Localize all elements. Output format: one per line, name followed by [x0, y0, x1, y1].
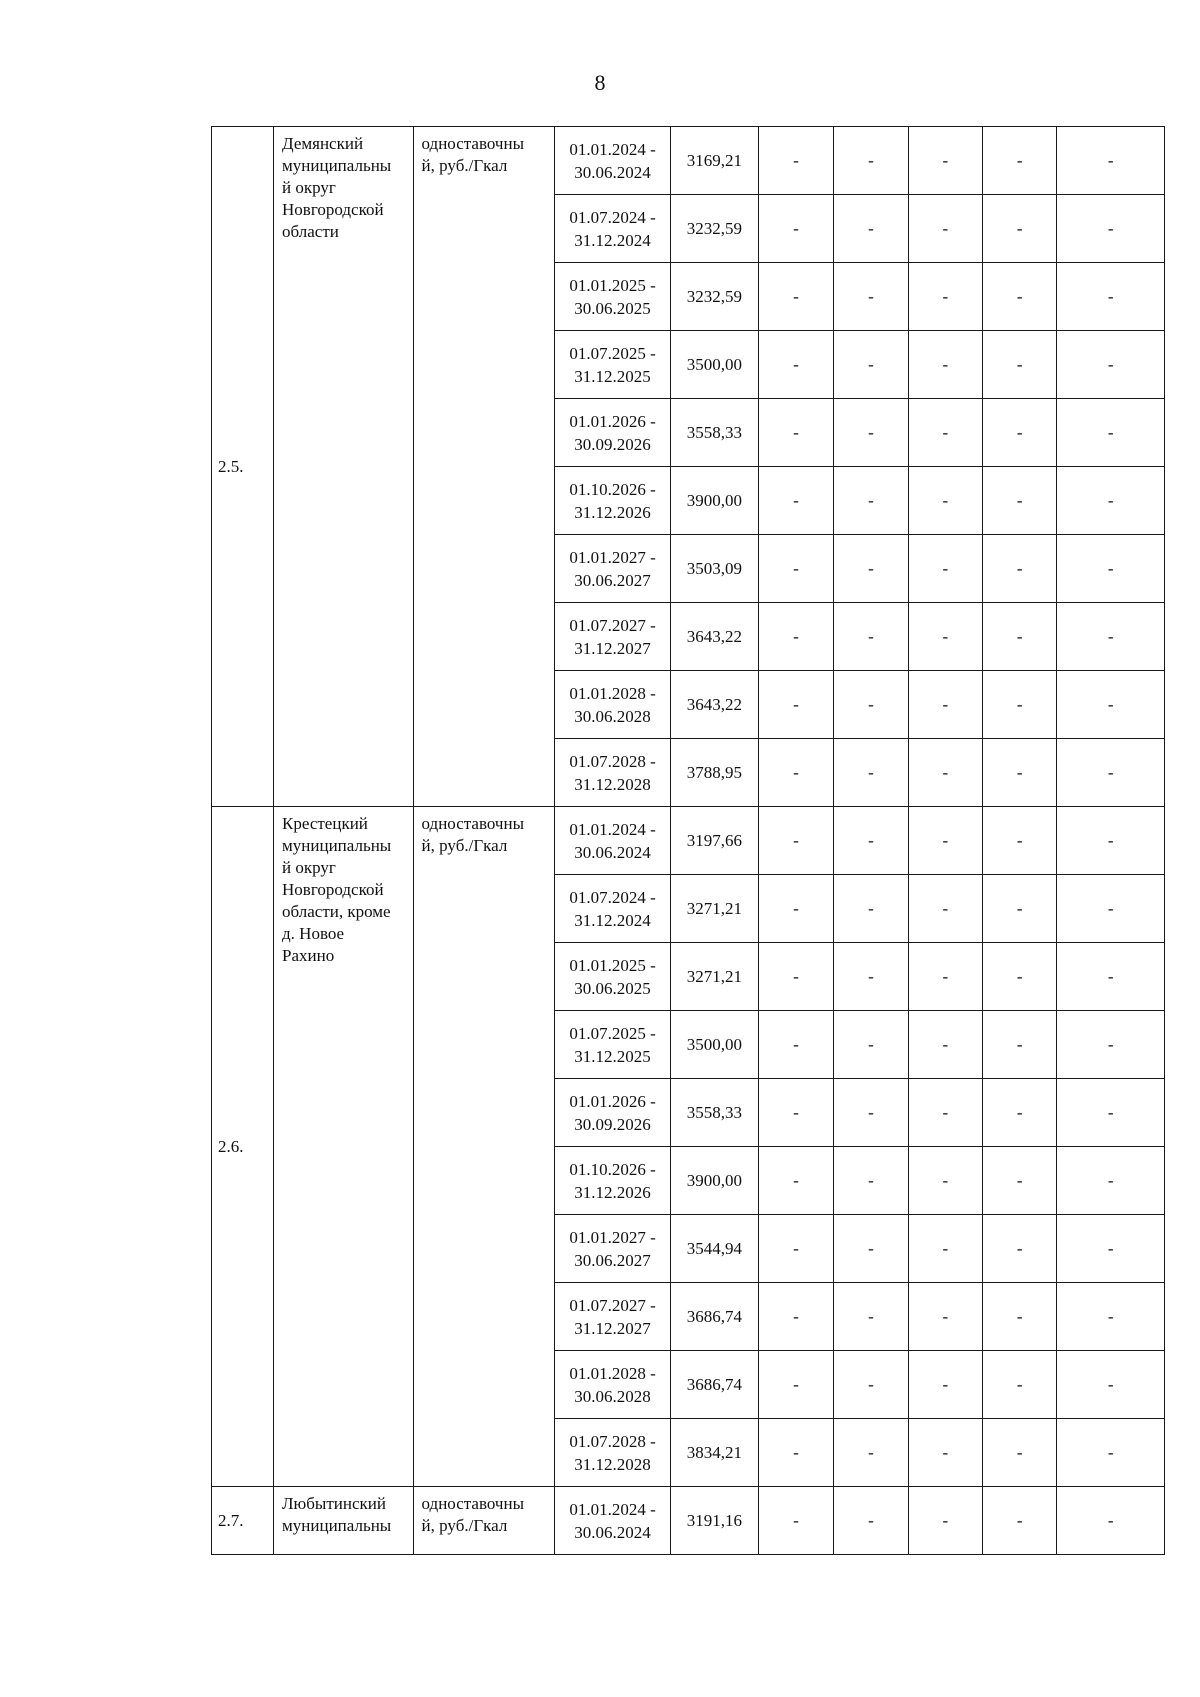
region-name-line: муниципальны: [282, 156, 392, 175]
region-cell: [274, 127, 414, 807]
empty-value-cell: -: [1057, 1215, 1165, 1283]
period-cell: [555, 263, 671, 331]
empty-value-cell: -: [908, 875, 982, 943]
period-end: 30.09.2026: [574, 434, 651, 454]
empty-value-cell: -: [908, 1351, 982, 1419]
empty-value-cell: -: [983, 1283, 1057, 1351]
period-end: 31.12.2026: [574, 502, 651, 522]
period-start: 01.07.2027 -: [569, 615, 656, 635]
tariff-unit-line: одноставочны: [421, 1494, 524, 1513]
empty-value-cell: -: [908, 671, 982, 739]
period-cell: [555, 875, 671, 943]
period-cell: [555, 1351, 671, 1419]
empty-value-cell: -: [758, 1419, 833, 1487]
period-end: 31.12.2024: [574, 910, 651, 930]
empty-value-cell: -: [834, 467, 908, 535]
period-end: 31.12.2028: [574, 774, 651, 794]
region-name-line: муниципальны: [282, 1516, 392, 1535]
tariff-value: 3544,94: [670, 1215, 758, 1283]
empty-value-cell: -: [908, 943, 982, 1011]
empty-value-cell: -: [908, 263, 982, 331]
period-cell: [555, 331, 671, 399]
region-name-line: Демянский: [282, 134, 364, 153]
tariff-unit-line: одноставочны: [421, 134, 524, 153]
empty-value-cell: -: [983, 1351, 1057, 1419]
empty-value-cell: -: [983, 1487, 1057, 1555]
empty-value-cell: -: [758, 1215, 833, 1283]
empty-value-cell: -: [983, 535, 1057, 603]
tariff-value: 3271,21: [670, 943, 758, 1011]
empty-value-cell: -: [1057, 1079, 1165, 1147]
period-cell: [555, 1147, 671, 1215]
empty-value-cell: -: [908, 1215, 982, 1283]
period-end: 31.12.2028: [574, 1454, 651, 1474]
region-name-line: муниципальны: [282, 836, 392, 855]
empty-value-cell: -: [834, 263, 908, 331]
tariff-value: 3558,33: [670, 399, 758, 467]
empty-value-cell: -: [908, 535, 982, 603]
empty-value-cell: -: [1057, 399, 1165, 467]
empty-value-cell: -: [834, 671, 908, 739]
empty-value-cell: -: [834, 1283, 908, 1351]
empty-value-cell: -: [908, 1419, 982, 1487]
empty-value-cell: -: [758, 671, 833, 739]
region-name-line: Крестецкий: [282, 814, 368, 833]
empty-value-cell: -: [908, 1147, 982, 1215]
empty-value-cell: -: [834, 1011, 908, 1079]
empty-value-cell: -: [908, 127, 982, 195]
tariff-unit-line: й, руб./Гкал: [421, 1516, 508, 1535]
tariff-value: 3191,16: [670, 1487, 758, 1555]
empty-value-cell: -: [908, 807, 982, 875]
empty-value-cell: -: [758, 535, 833, 603]
empty-value-cell: -: [908, 1487, 982, 1555]
empty-value-cell: -: [834, 331, 908, 399]
period-cell: [555, 195, 671, 263]
empty-value-cell: -: [758, 467, 833, 535]
empty-value-cell: -: [758, 1011, 833, 1079]
empty-value-cell: -: [758, 943, 833, 1011]
tariff-unit-cell: [413, 807, 555, 1487]
period-cell: [555, 807, 671, 875]
period-end: 30.06.2024: [574, 1522, 651, 1542]
empty-value-cell: -: [758, 1487, 833, 1555]
empty-value-cell: -: [908, 603, 982, 671]
period-start: 01.01.2024 -: [569, 1499, 656, 1519]
region-name-line: Рахино: [282, 946, 335, 965]
empty-value-cell: -: [834, 535, 908, 603]
empty-value-cell: -: [1057, 1351, 1165, 1419]
period-cell: [555, 739, 671, 807]
region-name-line: области: [282, 222, 339, 241]
empty-value-cell: -: [908, 739, 982, 807]
region-name-line: Новгородской: [282, 880, 384, 899]
period-end: 30.06.2027: [574, 1250, 651, 1270]
tariff-value: 3197,66: [670, 807, 758, 875]
tariff-value: 3503,09: [670, 535, 758, 603]
region-name-line: й округ: [282, 178, 336, 197]
tariff-value: 3686,74: [670, 1351, 758, 1419]
period-cell: [555, 1419, 671, 1487]
empty-value-cell: -: [1057, 331, 1165, 399]
period-end: 30.06.2027: [574, 570, 651, 590]
empty-value-cell: -: [834, 1147, 908, 1215]
tariff-value: 3643,22: [670, 603, 758, 671]
region-cell: [274, 807, 414, 1487]
period-cell: [555, 399, 671, 467]
tariff-value: 3558,33: [670, 1079, 758, 1147]
period-start: 01.07.2027 -: [569, 1295, 656, 1315]
period-start: 01.07.2025 -: [569, 343, 656, 363]
empty-value-cell: -: [1057, 535, 1165, 603]
period-start: 01.07.2025 -: [569, 1023, 656, 1043]
table-row: [212, 127, 1165, 195]
empty-value-cell: -: [834, 739, 908, 807]
empty-value-cell: -: [1057, 1147, 1165, 1215]
empty-value-cell: -: [834, 807, 908, 875]
empty-value-cell: -: [908, 195, 982, 263]
item-number: 2.5.: [212, 127, 274, 807]
empty-value-cell: -: [908, 467, 982, 535]
tariff-unit-cell: [413, 127, 555, 807]
tariff-value: 3643,22: [670, 671, 758, 739]
period-cell: [555, 1487, 671, 1555]
empty-value-cell: -: [983, 331, 1057, 399]
empty-value-cell: -: [834, 399, 908, 467]
tariff-unit-cell: [413, 1487, 555, 1555]
empty-value-cell: -: [1057, 195, 1165, 263]
period-start: 01.07.2028 -: [569, 751, 656, 771]
period-start: 01.01.2024 -: [569, 139, 656, 159]
tariff-value: 3500,00: [670, 1011, 758, 1079]
period-start: 01.07.2024 -: [569, 887, 656, 907]
empty-value-cell: -: [1057, 603, 1165, 671]
region-name-line: области, кроме: [282, 902, 391, 921]
empty-value-cell: -: [1057, 875, 1165, 943]
period-cell: [555, 535, 671, 603]
empty-value-cell: -: [758, 1147, 833, 1215]
period-start: 01.01.2025 -: [569, 275, 656, 295]
empty-value-cell: -: [758, 1283, 833, 1351]
empty-value-cell: -: [1057, 739, 1165, 807]
empty-value-cell: -: [983, 263, 1057, 331]
empty-value-cell: -: [834, 603, 908, 671]
period-cell: [555, 127, 671, 195]
empty-value-cell: -: [908, 1283, 982, 1351]
empty-value-cell: -: [758, 739, 833, 807]
empty-value-cell: -: [983, 603, 1057, 671]
empty-value-cell: -: [834, 943, 908, 1011]
tariff-value: 3834,21: [670, 1419, 758, 1487]
period-end: 31.12.2027: [574, 1318, 651, 1338]
period-cell: [555, 1011, 671, 1079]
empty-value-cell: -: [1057, 467, 1165, 535]
tariff-value: 3686,74: [670, 1283, 758, 1351]
tariff-unit-line: одноставочны: [421, 814, 524, 833]
empty-value-cell: -: [758, 875, 833, 943]
tariff-table: [211, 126, 1165, 1555]
tariff-value: 3788,95: [670, 739, 758, 807]
empty-value-cell: -: [834, 1215, 908, 1283]
empty-value-cell: -: [758, 263, 833, 331]
tariff-value: 3232,59: [670, 195, 758, 263]
empty-value-cell: -: [1057, 127, 1165, 195]
empty-value-cell: -: [1057, 1487, 1165, 1555]
period-end: 30.06.2024: [574, 842, 651, 862]
table-row: [212, 807, 1165, 875]
period-end: 31.12.2025: [574, 366, 651, 386]
empty-value-cell: -: [1057, 943, 1165, 1011]
empty-value-cell: -: [1057, 263, 1165, 331]
empty-value-cell: -: [908, 1079, 982, 1147]
empty-value-cell: -: [908, 1011, 982, 1079]
tariff-value: 3900,00: [670, 1147, 758, 1215]
period-cell: [555, 467, 671, 535]
empty-value-cell: -: [834, 1487, 908, 1555]
period-end: 31.12.2024: [574, 230, 651, 250]
empty-value-cell: -: [1057, 671, 1165, 739]
page-number: 8: [594, 70, 606, 95]
tariff-value: 3500,00: [670, 331, 758, 399]
period-cell: [555, 671, 671, 739]
period-cell: [555, 603, 671, 671]
empty-value-cell: -: [983, 1147, 1057, 1215]
empty-value-cell: -: [983, 943, 1057, 1011]
empty-value-cell: -: [983, 399, 1057, 467]
empty-value-cell: -: [758, 127, 833, 195]
period-end: 30.09.2026: [574, 1114, 651, 1134]
empty-value-cell: -: [834, 1351, 908, 1419]
empty-value-cell: -: [908, 399, 982, 467]
period-cell: [555, 1079, 671, 1147]
tariff-value: 3271,21: [670, 875, 758, 943]
empty-value-cell: -: [1057, 1283, 1165, 1351]
empty-value-cell: -: [983, 1419, 1057, 1487]
tariff-value: 3169,21: [670, 127, 758, 195]
period-cell: [555, 1215, 671, 1283]
empty-value-cell: -: [983, 1215, 1057, 1283]
empty-value-cell: -: [983, 467, 1057, 535]
empty-value-cell: -: [758, 807, 833, 875]
period-start: 01.01.2026 -: [569, 1091, 656, 1111]
period-cell: [555, 1283, 671, 1351]
empty-value-cell: -: [983, 807, 1057, 875]
period-start: 01.10.2026 -: [569, 479, 656, 499]
empty-value-cell: -: [834, 127, 908, 195]
table-row: [212, 1487, 1165, 1555]
period-start: 01.07.2028 -: [569, 1431, 656, 1451]
empty-value-cell: -: [758, 331, 833, 399]
period-start: 01.01.2028 -: [569, 1363, 656, 1383]
period-end: 30.06.2025: [574, 298, 651, 318]
period-end: 30.06.2028: [574, 1386, 651, 1406]
period-end: 30.06.2028: [574, 706, 651, 726]
period-start: 01.01.2028 -: [569, 683, 656, 703]
period-end: 31.12.2027: [574, 638, 651, 658]
empty-value-cell: -: [983, 127, 1057, 195]
period-cell: [555, 943, 671, 1011]
item-number: 2.7.: [212, 1487, 274, 1555]
empty-value-cell: -: [758, 1079, 833, 1147]
region-name-line: й округ: [282, 858, 336, 877]
empty-value-cell: -: [758, 603, 833, 671]
empty-value-cell: -: [1057, 1011, 1165, 1079]
tariff-value: 3232,59: [670, 263, 758, 331]
item-number: 2.6.: [212, 807, 274, 1487]
empty-value-cell: -: [983, 1011, 1057, 1079]
empty-value-cell: -: [834, 1419, 908, 1487]
tariff-unit-line: й, руб./Гкал: [421, 156, 508, 175]
period-end: 31.12.2026: [574, 1182, 651, 1202]
empty-value-cell: -: [983, 671, 1057, 739]
period-end: 31.12.2025: [574, 1046, 651, 1066]
empty-value-cell: -: [834, 195, 908, 263]
period-start: 01.01.2025 -: [569, 955, 656, 975]
region-name-line: д. Новое: [282, 924, 345, 943]
period-end: 30.06.2025: [574, 978, 651, 998]
period-end: 30.06.2024: [574, 162, 651, 182]
period-start: 01.07.2024 -: [569, 207, 656, 227]
period-start: 01.10.2026 -: [569, 1159, 656, 1179]
empty-value-cell: -: [983, 875, 1057, 943]
empty-value-cell: -: [1057, 1419, 1165, 1487]
period-start: 01.01.2027 -: [569, 547, 656, 567]
region-cell: [274, 1487, 414, 1555]
empty-value-cell: -: [1057, 807, 1165, 875]
period-start: 01.01.2026 -: [569, 411, 656, 431]
empty-value-cell: -: [983, 195, 1057, 263]
tariff-table-body: [212, 127, 1165, 1555]
region-name-line: Любытинский: [282, 1494, 386, 1513]
tariff-value: 3900,00: [670, 467, 758, 535]
empty-value-cell: -: [983, 739, 1057, 807]
empty-value-cell: -: [758, 1351, 833, 1419]
empty-value-cell: -: [834, 875, 908, 943]
empty-value-cell: -: [983, 1079, 1057, 1147]
empty-value-cell: -: [834, 1079, 908, 1147]
period-start: 01.01.2027 -: [569, 1227, 656, 1247]
empty-value-cell: -: [758, 399, 833, 467]
empty-value-cell: -: [908, 331, 982, 399]
period-start: 01.01.2024 -: [569, 819, 656, 839]
empty-value-cell: -: [758, 195, 833, 263]
region-name-line: Новгородской: [282, 200, 384, 219]
tariff-unit-line: й, руб./Гкал: [421, 836, 508, 855]
